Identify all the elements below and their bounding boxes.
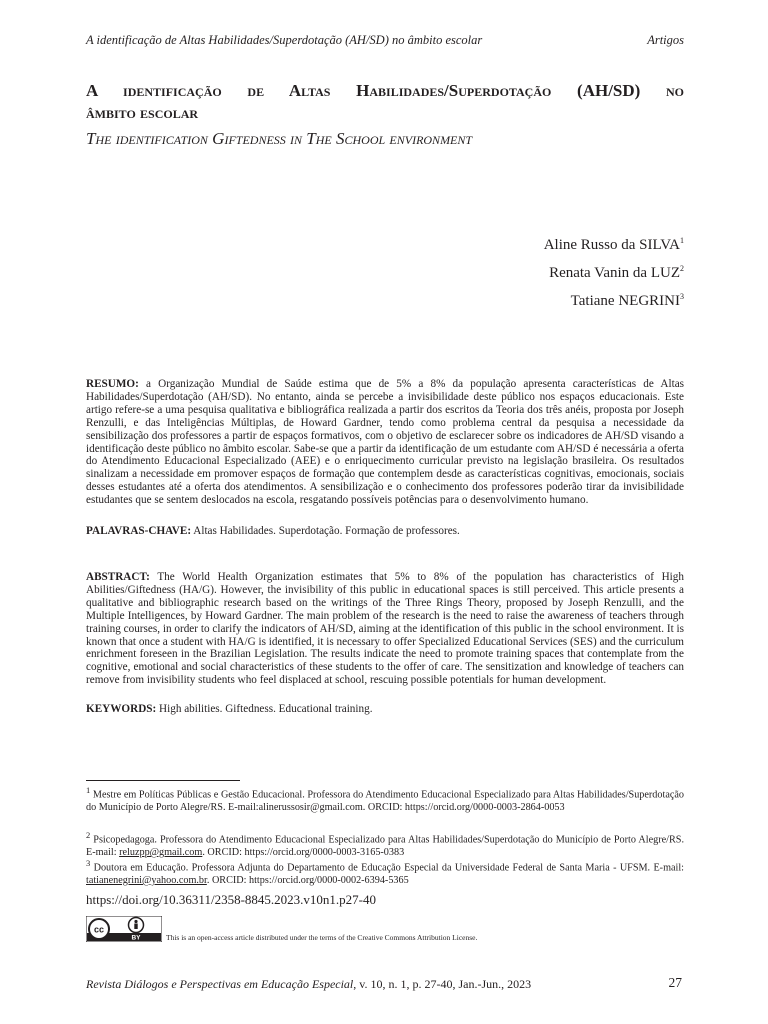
footnote-mark: 3 bbox=[86, 858, 91, 868]
footnote-2 bbox=[86, 829, 684, 859]
author-list bbox=[544, 229, 684, 313]
author-note-mark: 1 bbox=[680, 236, 684, 245]
author-note-mark: 2 bbox=[680, 264, 684, 273]
author: Tatiane NEGRINI$^3$ bbox=[570, 292, 684, 309]
cc-by-license-badge[interactable] bbox=[86, 916, 162, 942]
section-label: Artigos bbox=[647, 33, 684, 47]
abstract bbox=[86, 571, 684, 687]
keywords-text: High abilities. Giftedness. Educational training. bbox=[159, 703, 373, 715]
footnote-mark: 1 bbox=[86, 785, 91, 795]
palavras-chave bbox=[86, 525, 684, 538]
journal-footer bbox=[86, 977, 531, 992]
email-link[interactable]: reluzpp@gmail.com bbox=[119, 846, 203, 858]
footnote-text: Mestre em Políticas Públicas e Gestão Educacional. Professora do Atendimento Educacional Especializado para Altas Habilidades/Superdotação do Município de Porto Alegre/RS. E-mail:alinerussosir@gmail.com. ORCID: https://orcid.org/0000-0003-2864-0053 bbox=[86, 789, 684, 813]
cc-icon-label: cc bbox=[93, 924, 105, 935]
license-badge-label: BY bbox=[131, 934, 141, 942]
footnote-1 bbox=[86, 784, 684, 814]
abstract-text: The World Health Organization estimates that 5% to 8% of the population has characteristics of High Abilities/Giftedness (HA/G). However, the invisibility of this public in educational spaces is still perceived. This article presents a qualitative and bibliographic research based on the writings of the Three Rings Theory, proposed by Joseph Renzulli, and the Multiple Intelligences, by Howard Gardner. The main problem of the research is the need to raise the awareness of teachers through training courses, in order to clarify the indicators of AH/SD, aiming at the identification of this public in the school environment. It is known that once a student with HA/G is identified, it is necessary to offer Specialized Educational Services (SES) and the curriculum enrichment foreseen in the Brazilian Legislation. The results indicate the need to promote training spaces that contemplate from the cognitive, emotional and social characteristics of these students to the offer of care. The sensitization and knowledge of teachers can remove from invisibility students who feel displaced at school, rescuing possible potentials for human development. bbox=[86, 571, 684, 687]
resumo-text: a Organização Mundial de Saúde estima que de 5% a 8% da população apresenta características de Altas Habilidades/Superdotação (AH/SD). No entanto, ainda se percebe a invisibilidade deste público nos espaços educacionais. Este artigo refere-se a uma pesquisa qualitativa e bibliográfica realizada a partir dos escritos da Teoria dos três anéis, proposta por Joseph Renzulli, e das Inteligências Múltiplas, de Howard Gardner, tendo como problema central da pesquisa a necessidade da sensibilização dos professores a partir de espaços formativos, com o objetivo de esclarecer sobre os indicadores de AH/SD visando a identificação deste público no âmbito escolar. Sabe-se que a partir da identificação de um estudante com AH/SD é necessária a oferta do Atendimento Educacional Especializado (AEE) e o enriquecimento curricular previsto na legislação brasileira. Os resultados sinalizam a necessidade em promover espaços de formação que contemplem desde as características cognitivas, emocionais, sociais desses estudantes até a oferta dos atendimentos. A sensibilização e o conhecimento dos professores poderão tirar da invisibilidade estudantes que se sentem deslocados na escola, resgatando possíveis potências para o desenvolvimento humano. bbox=[86, 378, 685, 507]
footnote-text: Doutora em Educação. Professora Adjunta do Departamento de Educação Especial da Universidade Federal de Santa Maria - UFSM. E-mail: bbox=[93, 862, 685, 874]
resumo-label: RESUMO: bbox=[86, 378, 139, 390]
page-number: 27 bbox=[668, 975, 682, 990]
footnote-divider bbox=[86, 780, 240, 781]
footnote-text: . ORCID: https://orcid.org/0000-0003-3165-0383 bbox=[202, 846, 405, 858]
author: Renata Vanin da LUZ$^2$ bbox=[549, 264, 684, 281]
footnote-text: . ORCID: https://orcid.org/0000-0002-6394-5365 bbox=[206, 874, 409, 886]
article-title-en: The identification Giftedness in The School environment bbox=[86, 129, 473, 148]
article-title-pt-line1: A identificação de Altas Habilidades/Superdotação (AH/SD) no bbox=[86, 81, 684, 100]
article-title-pt-line2: âmbito escolar bbox=[86, 103, 199, 122]
running-title: A identificação de Altas Habilidades/Superdotação (AH/SD) no âmbito escolar bbox=[86, 33, 483, 47]
journal-name: Revista Diálogos e Perspectivas em Educação Especial bbox=[86, 977, 354, 991]
license-text: This is an open-access article distributed under the terms of the Creative Commons Attribution License. bbox=[166, 933, 478, 942]
journal-citation: , v. 10, n. 1, p. 27-40, Jan.-Jun., 2023 bbox=[353, 977, 532, 991]
keywords bbox=[86, 703, 684, 716]
resumo bbox=[86, 378, 684, 507]
abstract-label: ABSTRACT: bbox=[86, 571, 150, 583]
author-note-mark: 3 bbox=[680, 292, 684, 301]
footnote-text: Psicopedagoga. Professora do Atendimento Educacional Especializado para Altas Habilidades/Superdotação do Município de Porto Alegre/RS. E-mail: bbox=[86, 834, 684, 858]
palavras-chave-text: Altas Habilidades. Superdotação. Formação de professores. bbox=[193, 525, 460, 537]
keywords-label: KEYWORDS: bbox=[86, 703, 157, 715]
email-link[interactable]: tatianenegrini@yahoo.com.br bbox=[86, 874, 207, 886]
author: Aline Russo da SILVA$^1$ bbox=[543, 236, 684, 253]
doi-link[interactable]: https://doi.org/10.36311/2358-8845.2023.v10n1.p27-40 bbox=[86, 892, 376, 907]
footnote-3 bbox=[86, 857, 684, 887]
footnote-mark: 2 bbox=[86, 830, 91, 840]
palavras-chave-label: PALAVRAS-CHAVE: bbox=[86, 525, 192, 537]
